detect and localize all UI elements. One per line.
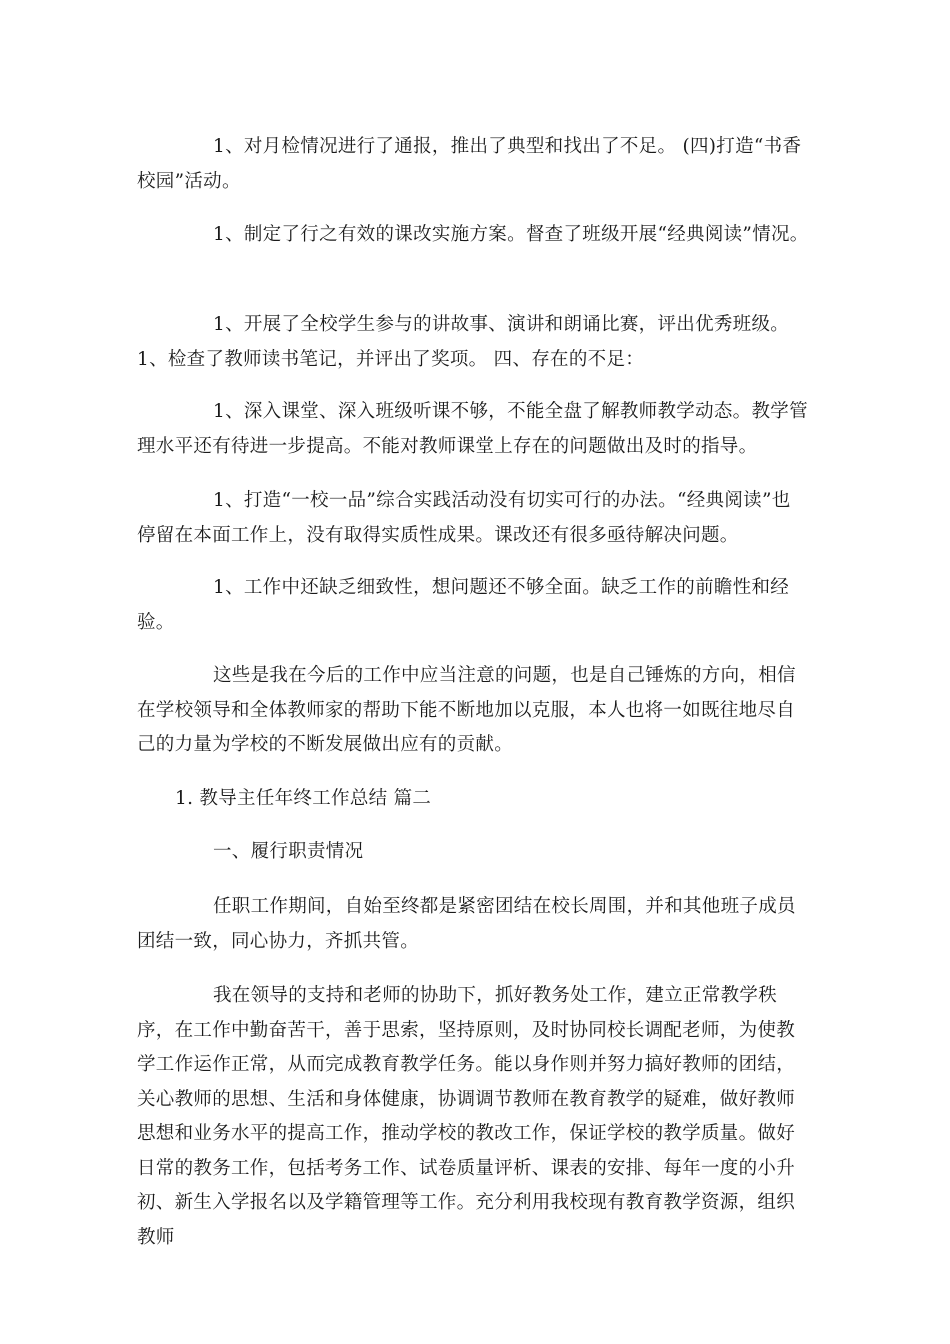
paragraph-shortcoming-2: 1、打造“一校一品”综合实践活动没有切实可行的办法。“经典阅读”也停留在本面工作上，没有取得实质性成果。课改还有很多亟待解决问题。 <box>137 490 791 546</box>
paragraph-work-details: 我在领导的支持和老师的协助下，抓好教务处工作，建立正常教学秩序，在工作中勤奋苦干，善于思索，坚持原则，及时协同校长调配老师，为使教学工作运作正常，从而完成教育教学任务。能以身作则并努力搞好教师的团结，关心教师的思想、生活和身体健康，协调调节教师在教育教学的疑难，做好教师思想和业务水平的提高工作，推动学校的教改工作，保证学校的教学质量。做好日常的教务工作，包括考务工作、试卷质量评析、课表的安排、每年一度的小升初、新生入学报名以及学籍管理等工作。充分利用我校现有教育教学资源，组织教师 <box>137 985 796 1248</box>
subsection-heading: 一、履行职责情况 <box>213 841 364 862</box>
paragraph-monthly-check: 1、对月检情况进行了通报，推出了典型和找出了不足。 (四)打造“书香校园”活动。 <box>137 136 802 192</box>
paragraph-shortcoming-3: 1、工作中还缺乏细致性，想问题还不够全面。缺乏工作的前瞻性和经验。 <box>137 577 790 633</box>
paragraph-conclusion: 这些是我在今后的工作中应当注意的问题，也是自己锤炼的方向，相信在学校领导和全体教师家的帮助下能不断地加以克服，本人也将一如既往地尽自己的力量为学校的不断发展做出应有的贡献。 <box>137 665 796 755</box>
section-heading: 1. 教导主任年终工作总结 篇二 <box>175 788 432 809</box>
paragraph-duties: 任职工作期间，自始至终都是紧密团结在校长周围，并和其他班子成员团结一致，同心协力，齐抓共管。 <box>137 896 796 952</box>
paragraph-shortcoming-1: 1、深入课堂、深入班级听课不够，不能全盘了解教师教学动态。教学管理水平还有待进一步提高。不能对教师课堂上存在的问题做出及时的指导。 <box>137 401 808 457</box>
paragraph-competitions: 1、开展了全校学生参与的讲故事、演讲和朗诵比赛，评出优秀班级。 1、检查了教师读书笔记，并评出了奖项。 四、存在的不足： <box>137 314 790 370</box>
paragraph-reform-plan: 1、制定了行之有效的课改实施方案。督查了班级开展“经典阅读”情况。 <box>213 224 809 245</box>
